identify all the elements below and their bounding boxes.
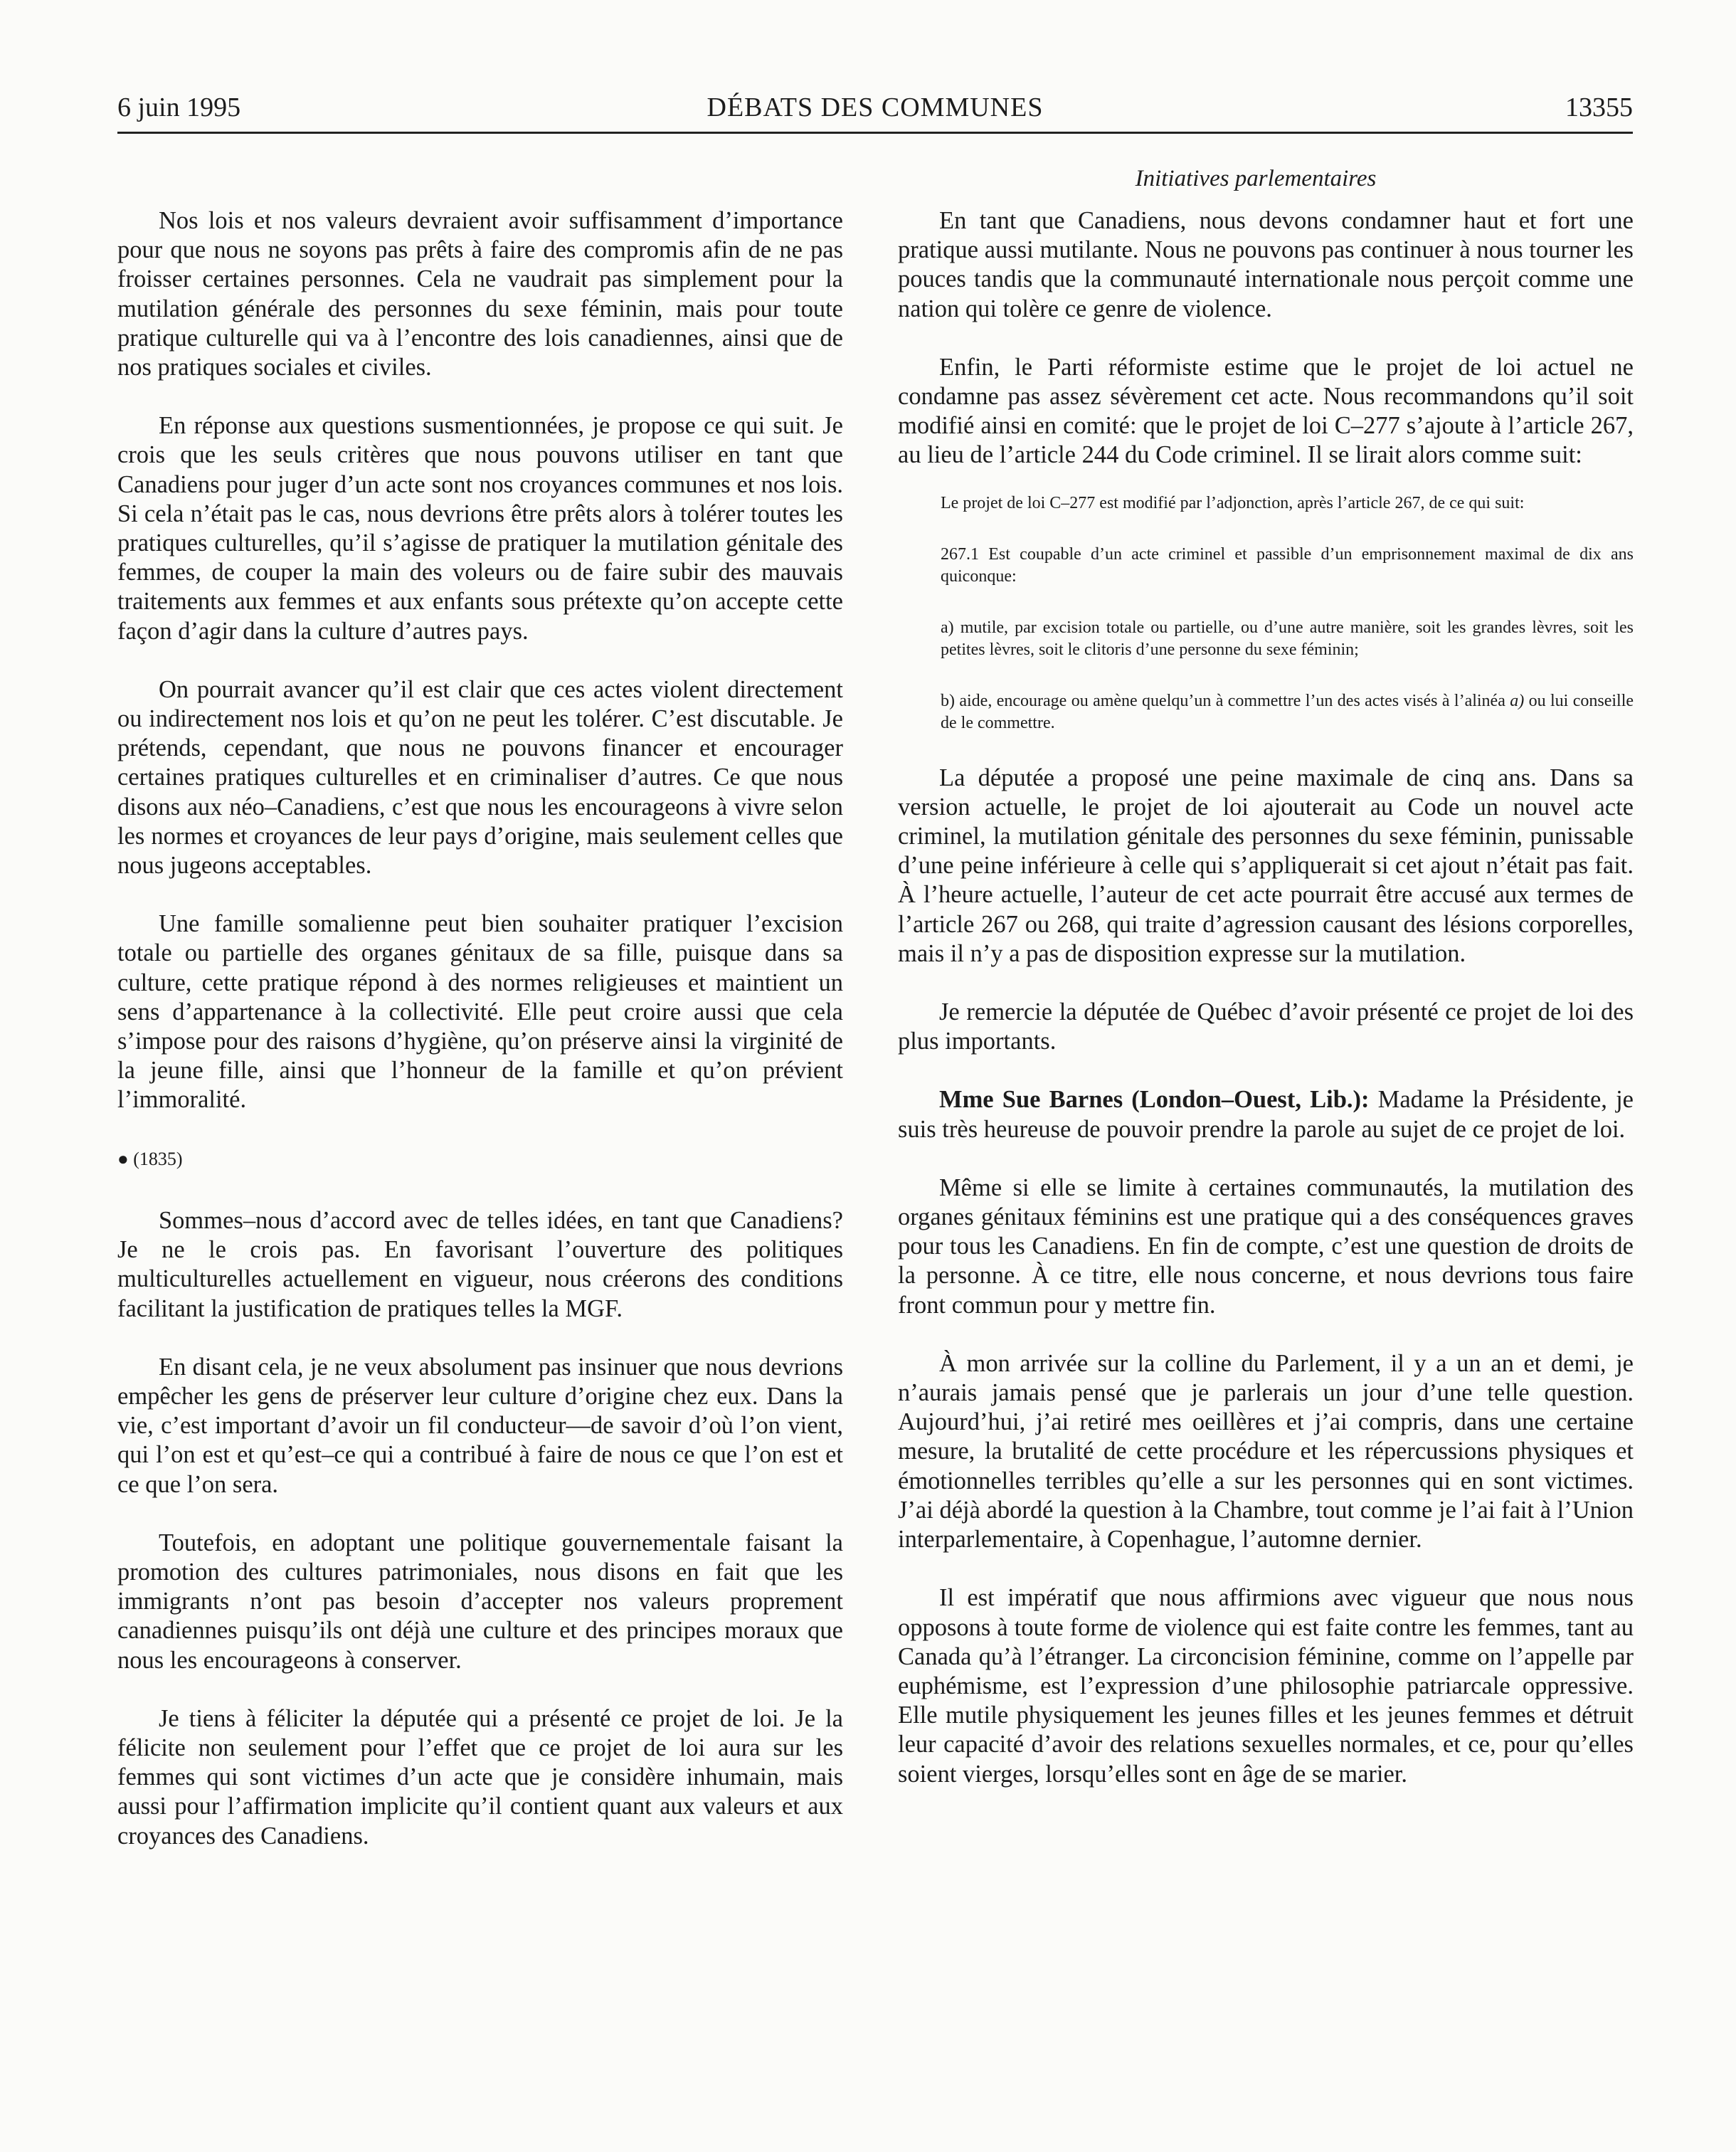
paragraph: À mon arrivée sur la colline du Parlement, il y a un an et demi, je n’aurais jamais pensé que je parlerais un jour d’une telle question. Aujourd’hui, j’ai retiré mes oeillères et j’ai compris, dans une certaine mesure, la brutalité de cette procédure et les répercussions physiques et émotionnelles terribles qu’elle a sur les personnes qui en sont victimes. J’ai déjà abordé la question à la Chambre, tout comme je l’ai fait à l’Union interparlementaire, à Copenhague, l’automne dernier. [898, 1349, 1634, 1554]
quote-paragraph: 267.1 Est coupable d’un acte criminel et passible d’un emprisonnement maximal de dix ans quiconque: [941, 544, 1634, 586]
speaker-name: Mme Sue Barnes (London–Ouest, Lib.): [939, 1086, 1370, 1114]
paragraph: Une famille somalienne peut bien souhaiter pratiquer l’excision totale ou partielle des organes génitaux de sa fille, puisque dans sa culture, cette pratique répond à des normes religieuses et maintient un sens d’appartenance à la collectivité. Elle peut croire aussi que cela s’impose pour des raisons d’hygiène, qu’on préserve ainsi la virginité de la jeune fille, ainsi que l’honneur de la famille et qu’on prévient l’immoralité. [117, 910, 843, 1114]
paragraph: Je remercie la députée de Québec d’avoir présenté ce projet de loi des plus importants. [898, 998, 1634, 1055]
quote-paragraph: a) mutile, par excision totale ou partielle, ou d’une autre manière, soit les grandes lèvres, soit les petites lèvres, soit le clitoris d’une personne du sexe féminin; [941, 618, 1634, 659]
paragraph: En disant cela, je ne veux absolument pas insinuer que nous devrions empêcher les gens de préserver leur culture d’origine chez eux. Dans la vie, c’est important d’avoir un fil conducteur—de savoir d’où l’on vient, qui l’on est et qu’est–ce qui a contribué à faire de nous ce que l’on est et ce que l’on sera. [117, 1353, 843, 1498]
header-date: 6 juin 1995 [117, 93, 241, 122]
time-marker: ● (1835) [117, 1148, 183, 1169]
quote-paragraph: Le projet de loi C–277 est modifié par l’adjonction, après l’article 267, de ce qui suit: [941, 493, 1525, 512]
paragraph: Nos lois et nos valeurs devraient avoir suffisamment d’importance pour que nous ne soyons pas prêts à faire des compromis afin de ne pas froisser certaines personnes. Cela ne vaudrait pas simplement pour la mutilation générale des personnes du sexe féminin, mais pour toute pratique culturelle qui va à l’encontre des lois canadiennes, ainsi que de nos pratiques sociales et civiles. [117, 207, 843, 381]
paragraph: En tant que Canadiens, nous devons condamner haut et fort une pratique aussi mutilante. Nous ne pouvons pas continuer à nous tourner les pouces tandis que la communauté internationale nous perçoit comme une nation qui tolère ce genre de violence. [898, 207, 1634, 322]
section-title: Initiatives parlementaires [1135, 166, 1377, 191]
paragraph: La députée a proposé une peine maximale de cinq ans. Dans sa version actuelle, le projet de loi ajouterait au Code un nouvel acte criminel, la mutilation génitale des personnes du sexe féminin, punissable d’une peine inférieure à celle qui s’appliquerait si cet ajout n’était pas fait. À l’heure actuelle, l’auteur de cet acte pourrait être accusé aux termes de l’article 267 ou 268, qui traite d’agression causant des lésions corporelles, mais il n’y a pas de disposition expresse sur la mutilation. [898, 764, 1634, 967]
header-title: DÉBATS DES COMMUNES [706, 93, 1044, 122]
paragraph [898, 1085, 1634, 1144]
quote-text: ou lui conseille de le commettre. [941, 691, 1634, 732]
paragraph: On pourrait avancer qu’il est clair que ces actes violent directement ou indirectement nos lois et qu’on ne peut les tolérer. C’est discutable. Je prétends, cependant, que nous ne pouvons financer et encourager certaines pratiques culturelles et en criminaliser d’autres. Ce que nous disons aux néo–Canadiens, c’est que nous les encourageons à vivre selon les normes et croyances de leur pays d’origine, mais seulement celles que nous jugeons acceptables. [117, 675, 843, 880]
paragraph: Je tiens à féliciter la députée qui a présenté ce projet de loi. Je la félicite non seulement pour l’effet que ce projet de loi aura sur les femmes qui sont victimes d’un acte que je considère inhumain, mais aussi pour l’affirmation implicite qu’il contient quant aux valeurs et aux croyances des Canadiens. [117, 1704, 843, 1850]
left-column [117, 206, 843, 1851]
header-page-number: 13355 [1565, 93, 1633, 122]
paragraph: Toutefois, en adoptant une politique gouvernementale faisant la promotion des cultures patrimoniales, nous disons en fait que les immigrants n’ont pas besoin d’accepter nos valeurs proprement canadiennes puisqu’ils ont déjà une culture et des principes moraux que nous les encourageons à conserver. [117, 1529, 843, 1674]
right-column [898, 206, 1634, 1789]
speech-text: Madame la Présidente, je suis très heureuse de pouvoir prendre la parole au sujet de ce projet de loi. [898, 1086, 1634, 1143]
paragraph: Sommes–nous d’accord avec de telles idées, en tant que Canadiens? Je ne le crois pas. En favorisant l’ouverture des politiques multiculturelles actuellement en vigueur, nous créerons des conditions facilitant la justification de pratiques telles la MGF. [117, 1206, 843, 1322]
paragraph: Enfin, le Parti réformiste estime que le projet de loi actuel ne condamne pas assez sévèrement cet acte. Nous recommandons qu’il soit modifié ainsi en comité: que le projet de loi C–277 s’ajoute à l’article 267, au lieu de l’article 244 du Code criminel. Il se lirait alors comme suit: [898, 353, 1634, 469]
bill-amendment-quote [898, 492, 1634, 734]
paragraph: En réponse aux questions susmentionnées, je propose ce qui suit. Je crois que les seuls critères que nous pouvons utiliser en tant que Canadiens pour juger d’un acte sont nos croyances communes et nos lois. Si cela n’était pas le cas, nous devrions être prêts alors à tolérer toutes les pratiques culturelles, qu’il s’agisse de pratiquer la mutilation génitale des femmes, de couper la main des voleurs ou de faire subir des mauvais traitements aux femmes et aux enfants sous prétexte qu’on accepte cette façon d’agir dans la culture d’autres pays. [117, 412, 843, 645]
paragraph: Il est impératif que nous affirmions avec vigueur que nous nous opposons à toute forme de violence qui est faite contre les femmes, tant au Canada qu’à l’étranger. La circoncision féminine, comme on l’appelle par euphémisme, est l’expression d’une philosophie patriarcale oppressive. Elle mutile physiquement les jeunes filles et les jeunes femmes et détruit leur capacité d’avoir des relations sexuelles normales, et ce, pour qu’elles soient vierges, lorsqu’elles sont en âge de se marier. [898, 1584, 1634, 1788]
page-header [117, 89, 1633, 134]
quote-emphasis: a) [1510, 691, 1525, 710]
quote-text: b) aide, encourage ou amène quelqu’un à commettre l’un des actes visés à l’alinéa [941, 691, 1510, 710]
quote-paragraph [898, 690, 1634, 734]
paragraph: Même si elle se limite à certaines communautés, la mutilation des organes génitaux féminins est une pratique qui a des conséquences graves pour tous les Canadiens. En fin de compte, c’est une question de droits de la personne. À ce titre, elle nous concerne, et nous devrions tous faire front commun pour y mettre fin. [898, 1173, 1634, 1319]
